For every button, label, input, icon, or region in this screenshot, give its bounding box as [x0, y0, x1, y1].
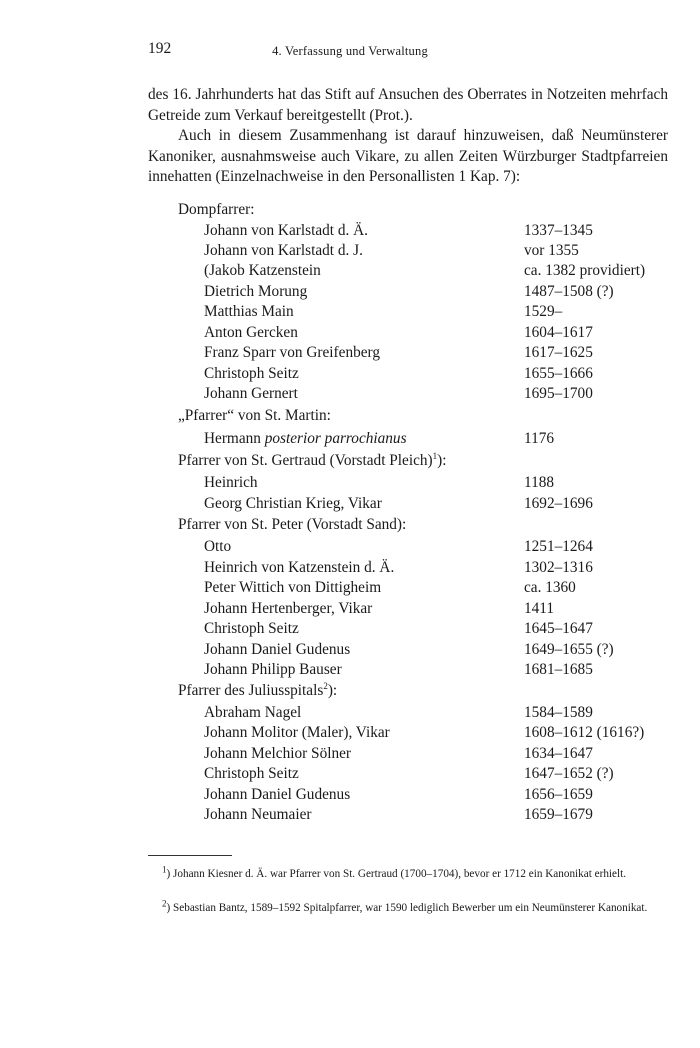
heading-text: Pfarrer des Juliusspitals: [178, 682, 324, 699]
entry-name: Heinrich: [204, 474, 258, 491]
footnote-text: Johann Kiesner d. Ä. war Pfarrer von St. Gertraud (1700–1704), bevor er 1712 ein Kanonikat erhielt.: [173, 868, 626, 880]
entry-dates: 1188: [524, 474, 555, 491]
entry-dates: ca. 1360: [524, 579, 576, 596]
entry-dates: vor 1355: [524, 242, 579, 259]
entry-dates: 1584–1589: [524, 704, 593, 721]
entry-dates: 1695–1700: [524, 385, 593, 402]
entry-name: Georg Christian Krieg, Vikar: [204, 495, 382, 512]
entry-name: Franz Sparr von Greifenberg: [204, 344, 380, 361]
entry-name-italic: posterior parrochianus: [264, 430, 407, 447]
entry-name: [204, 428, 407, 449]
entry-name: Johann Melchior Sölner: [204, 745, 351, 762]
entry-name: Johann Philipp Bauser: [204, 661, 342, 678]
entry-name: (Jakob Katzenstein: [204, 262, 321, 279]
entry-name: Dietrich Morung: [204, 283, 308, 300]
section-heading: Dompfarrer:: [178, 201, 255, 218]
entry-dates: 1655–1666: [524, 365, 593, 382]
paragraph: Auch in diesem Zusammenhang ist darauf hinzuweisen, daß Neumünsterer Kanoniker, ausnahmsweise auch Vikare, zu allen Zeiten Würzburger Stadtpfarreien innehatten (Einzelnachweise in den Personallisten 1 Kap. 7):: [148, 127, 668, 186]
entry-name: Johann Hertenberger, Vikar: [204, 600, 373, 617]
entry-dates: 1608–1612 (1616?): [524, 724, 645, 741]
section-heading: [178, 680, 337, 701]
heading-tail: ):: [437, 452, 447, 469]
running-title: 4. Verfassung und Verwaltung: [272, 44, 428, 58]
heading-tail: ):: [327, 682, 338, 699]
entry-dates: 1692–1696: [524, 495, 593, 512]
footnote-text: Sebastian Bantz, 1589–1592 Spitalpfarrer, war 1590 lediglich Bewerber um ein Neumünsterer Kanonikat.: [173, 902, 648, 914]
entry-dates: 1604–1617: [524, 324, 593, 341]
entry-dates: 1649–1655 (?): [524, 641, 614, 658]
entry-name: Johann von Karlstadt d. J.: [204, 242, 363, 259]
heading-text: Pfarrer von St. Gertraud (Vorstadt Pleich): [178, 452, 433, 469]
entry-dates: 1337–1345: [524, 222, 593, 239]
entry-dates: 1647–1652 (?): [524, 765, 614, 782]
footnote-ref: 1: [432, 450, 438, 461]
page-number: 192: [148, 40, 172, 57]
entry-name: Matthias Main: [204, 303, 294, 320]
entry-name: Anton Gercken: [204, 324, 298, 341]
entry-name: Johann Daniel Gudenus: [204, 641, 351, 658]
entry-dates: 1176: [524, 430, 555, 447]
entry-dates: 1634–1647: [524, 745, 593, 762]
entry-name: Abraham Nagel: [204, 704, 302, 721]
entry-dates: 1529–: [524, 303, 563, 320]
section-heading: „Pfarrer“ von St. Martin:: [178, 407, 331, 424]
entry-name: Johann Gernert: [204, 385, 298, 402]
entry-dates: 1487–1508 (?): [524, 283, 614, 300]
entry-name: Christoph Seitz: [204, 620, 299, 637]
footnote: $^2$) Sebastian Bantz, 1589–1592 Spitalpfarrer, war 1590 lediglich Bewerber um ein Neumünsterer Kanonikat.: [162, 898, 648, 914]
entry-name: Christoph Seitz: [204, 365, 299, 382]
section-heading: [178, 450, 446, 471]
footnote: $^1$) Johann Kiesner d. Ä. war Pfarrer von St. Gertraud (1700–1704), bevor er 1712 ein Kanonikat erhielt.: [162, 864, 626, 880]
entry-name: Johann Daniel Gudenus: [204, 786, 351, 803]
entry-dates: 1302–1316: [524, 559, 593, 576]
entry-name: Peter Wittich von Dittigheim: [204, 579, 382, 596]
entry-dates: 1659–1679: [524, 806, 593, 823]
entry-name: Heinrich von Katzenstein d. Ä.: [204, 559, 395, 576]
entry-name: Johann Neumaier: [204, 806, 312, 823]
footnote-mark: 1: [162, 864, 167, 875]
footnote-mark: 2: [162, 898, 167, 909]
entry-dates: ca. 1382 providiert): [524, 262, 646, 279]
footnote-ref: 2: [323, 680, 328, 691]
entry-name: Johann von Karlstadt d. Ä.: [204, 222, 368, 239]
entry-dates: 1251–1264: [524, 538, 593, 555]
paragraph: des 16. Jahrhunderts hat das Stift auf Ansuchen des Oberrates in Notzeiten mehrfach Getreide zum Verkauf bereitgestellt (Prot.).: [148, 86, 668, 124]
entry-dates: 1411: [524, 600, 555, 617]
entry-dates: 1656–1659: [524, 786, 593, 803]
entry-name: Christoph Seitz: [204, 765, 299, 782]
section-heading: Pfarrer von St. Peter (Vorstadt Sand):: [178, 516, 407, 533]
entry-dates: 1681–1685: [524, 661, 593, 678]
entry-dates: 1645–1647: [524, 620, 593, 637]
entry-name: Otto: [204, 538, 232, 555]
entry-dates: 1617–1625: [524, 344, 593, 361]
entry-name: Johann Molitor (Maler), Vikar: [204, 724, 390, 741]
entry-name-text: Hermann: [204, 430, 261, 447]
footnote-divider: [148, 855, 232, 856]
